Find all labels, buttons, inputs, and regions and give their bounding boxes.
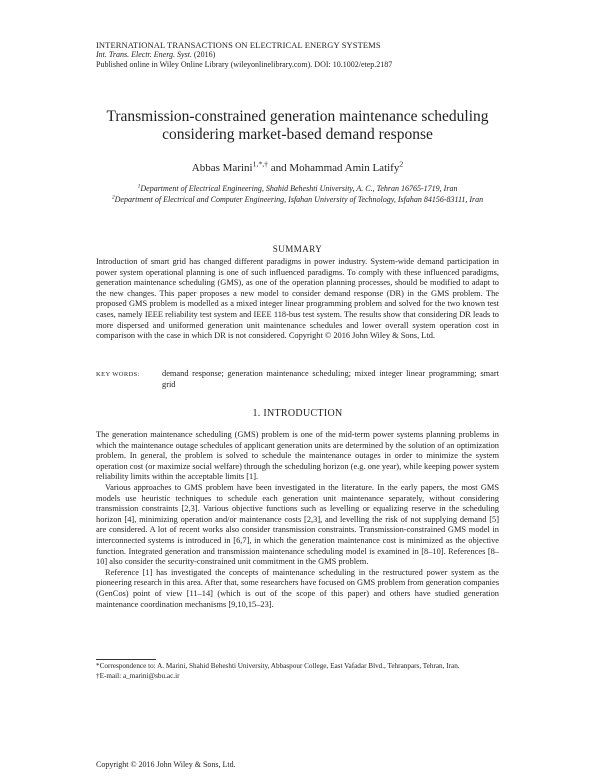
author-1: Abbas Marini [191,162,253,174]
affiliation-2: $^2$Department of Electrical and Computer Engineering, Isfahan University of Technology, Isfahan 84156-83111, Iran [111,194,484,204]
paragraph-2: Various approaches to GMS problem have been investigated in the literature. In the early papers, the most GMS models use heuristic techniques to schedule each generation unit maintenance separately, without considering transmission constraints [2,3]. Various objective functions such as levelling or equalizing reserve in the scheduling horizon [4], minimizing operation and/or maintenance costs [2,3], and levelling the risk of not supplying demand [5] are considered. A lot of recent works also consider transmission constraints. Transmission-constrained GMS model in interconnected systems is introduced in [6,7], in which the generation maintenance cost is minimized as the objective function. Integrated generation and transmission maintenance scheduling model is examined in [8–10]. References [8–10] also consider the security-constrained unit commitment in the GMS problem. [96,482,499,567]
paragraph-1: The generation maintenance scheduling (GMS) problem is one of the mid-term power systems planning problems in which the maintenance outage schedules of applicant generation units are determined by the solution of an optimization problem. In general, the problem is solved to schedule the maintenance outages in order to minimize the system operation cost (or maximize social welfare) through the scheduling horizon (e.g. one year), while keeping power system reliability limits within the acceptable limits [1]. [96,430,499,482]
copyright-footer: Copyright © 2016 John Wiley & Sons, Ltd. [96,760,236,769]
author-list: Abbas Marini$^{1,*,\dagger}$ and Mohammad Amin Latify$^2$ [191,159,404,174]
section-heading: 1. INTRODUCTION [252,408,343,419]
journal-citation: Int. Trans. Electr. Energ. Syst. (2016) [96,50,216,59]
email-note: †E-mail: a_marini@sbu.ac.ir [96,671,180,680]
footnotes [96,662,499,681]
affiliations [60,183,535,205]
keywords [96,369,499,390]
body-text [96,430,499,610]
paragraph-3: Reference [1] has investigated the concepts of maintenance scheduling in the restructured power system as the pioneering research in this area. After that, some researchers have focused on GMS problem from generation companies (GenCos) point of view [11–14] (which is out of the scope of this paper) and others have studied generation maintenance coordination mechanisms [9,10,15–23]. [96,567,499,609]
keywords-label: KEY WORDS: [96,371,140,378]
summary-heading: SUMMARY [272,244,323,254]
correspondence-note: *Correspondence to: A. Marini, Shahid Beheshti University, Abbaspour College, East Vafadar Blvd., Tehranpars, Tehran, Iran. [96,662,460,670]
journal-header [96,40,392,70]
publication-info: Published online in Wiley Online Library (wileyonlinelibrary.com). DOI: 10.1002/etep.2187 [96,60,393,69]
abstract-text: Introduction of smart grid has changed different paradigms in power industry. System-wide demand participation in power system operational planning is one of such influenced paradigms. To comply with these influenced paradigms, generation maintenance scheduling (GMS), as one of the operation planning processes, should be modified to adapt to the new changes. This paper proposes a new model to consider demand response (DR) in the GMS problem. The proposed GMS problem is modelled as a mixed integer linear programming problem and solved for the two known test cases, namely IEEE reliability test system and IEEE 118-bus test system. The results show that considering DR leads to more dispersed and uniformed generation unit maintenance schedules and lower overall system operation cost in comparison with the case in which DR is not considered. Copyright © 2016 John Wiley & Sons, Ltd. [96,257,499,341]
journal-name: INTERNATIONAL TRANSACTIONS ON ELECTRICAL ENERGY SYSTEMS [96,40,381,50]
author-2: Mohammad Amin Latify [289,162,400,174]
keywords-text: demand response; generation maintenance scheduling; mixed integer linear programming; smart grid [162,369,499,389]
footnote-rule [96,659,156,660]
affiliation-1: $^1$Department of Electrical Engineering, Shahid Beheshti University, A. C., Tehran 16765-1719, Iran [137,183,458,193]
paper-title: Transmission-constrained generation maintenance scheduling considering market-based demand response [106,108,489,143]
